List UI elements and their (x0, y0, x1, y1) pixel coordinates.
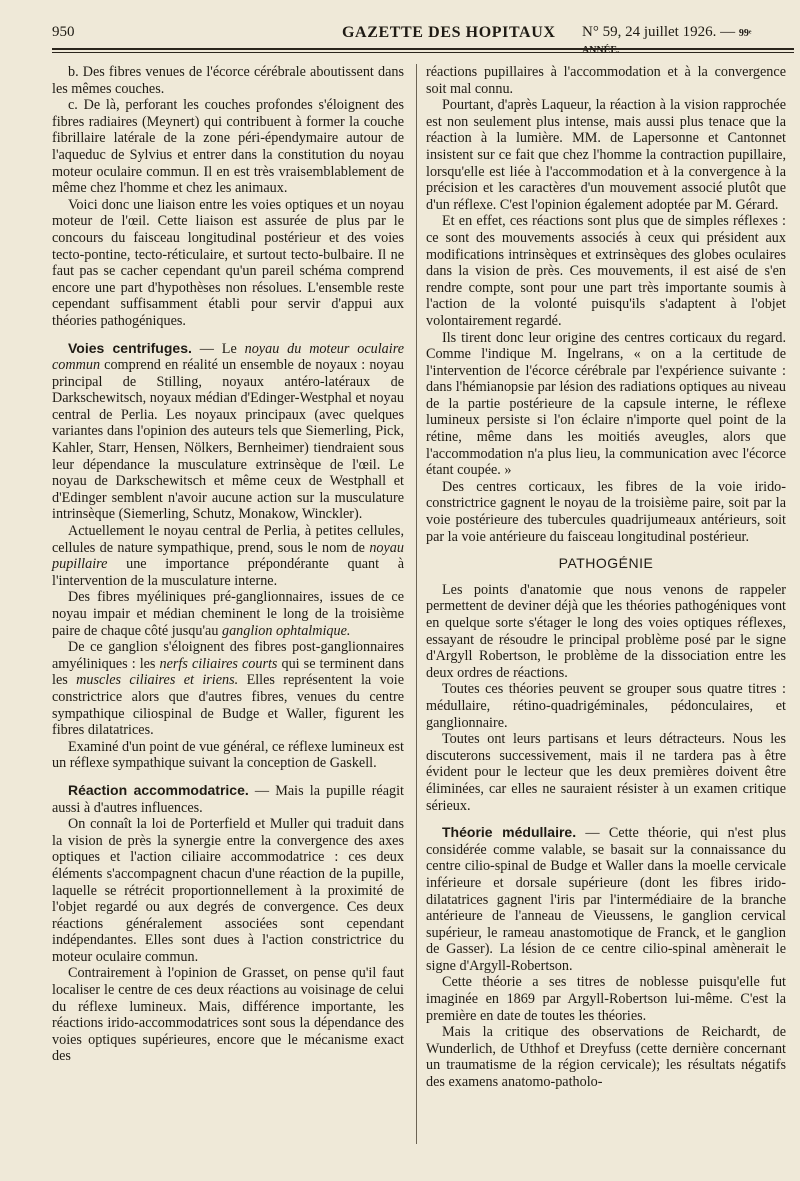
paragraph: Les points d'anatomie que nous venons de rappeler permettent de deviner déjà que les théories pathogéniques vont en quelque sorte s'étager le long des voies optiques réflexes, essayant de résoudre le principal problème posé par le signe d'Argyll Robertson, le problème de la dissociation entre les deux ordres de réactions. (426, 581, 786, 681)
right-column (426, 64, 786, 1091)
paragraph: Cette théorie a ses titres de noblesse puisqu'elle fut imaginée en 1869 par Argyll-Robertson lui-même. C'est la première en date de toutes les théories. (426, 974, 786, 1024)
paragraph: b. Des fibres venues de l'écorce cérébrale aboutissent dans les mêmes couches. (52, 64, 404, 97)
paragraph: Voici donc une liaison entre les voies optiques et un noyau moteur de l'œil. Cette liaison est assurée de plus par le concours du faisceau longitudinal postérieur et des voies tecto-pontine, tecto-réticulaire, et surtout tecto-bulbaire. Il ne faut pas se cacher cependant qu'un pareil schéma comprend encore une part d'hypothèses non résolues. L'ensemble reste cependant suffisamment établi pour servir d'appui aux théories pathogéniques. (52, 196, 404, 329)
column-divider (416, 64, 417, 1144)
page-number: 950 (52, 24, 75, 40)
issue-year: 99ᵉ ANNÉE. (582, 28, 752, 56)
header-rule (52, 48, 794, 50)
paragraph: Des centres corticaux, les fibres de la voie irido-constrictrice gagnent le noyau de la troisième paire, soit par la voie postérieure des tubercules quadrijumeaux antérieurs, soit par la voie antérieure du faisceau longitudinal postérieur. (426, 478, 786, 545)
left-column (52, 64, 404, 1065)
paragraph: Examiné d'un point de vue général, ce réflexe lumineux est un réflexe sympathique suivant la conception de Gaskell. (52, 738, 404, 772)
section-theorie-medullaire: Théorie médullaire. — Cette théorie, qui n'est plus considérée comme valable, se basait sur la connaissance du centre cilio-spinal de Budge et Waller dans la moelle cervicale inférieure et dorsale supérieure (dont les fibres irido-dilatatrices gagnent l'iris par l'intermédiaire de la branche antérieure de l'anneau de Vieussens, le ganglion cervical supérieur, le rameau anastomotique de Franck, et le ganglion de Gasser). La lésion de ce centre cilio-spinal amènerait le signe d'Argyll-Robertson. (426, 824, 786, 974)
paragraph: Et en effet, ces réactions sont plus que de simples réflexes : ce sont des mouvements associés à ceux qui président aux modifications intrinsèques et extrinsèques des globes oculaires dans la vision de près. Ces mouvements, il est aisé de s'en rendre compte, sont pour une part très importante soumis à l'action de la volonté puisqu'ils s'adaptent à l'objet volontairement regardé. (426, 213, 786, 329)
section-heading: Réaction accommodatrice. (68, 781, 249, 798)
paragraph: Toutes ces théories peuvent se grouper sous quatre titres : médullaire, rétino-quadrigéminales, pédonculaires, et ganglionnaire. (426, 681, 786, 731)
paragraph: De ce ganglion s'éloignent des fibres post-ganglionnaires amyéliniques : les nerfs ciliaires courts qui se terminent dans les muscles ciliaires et iriens. Elles représentent la voie constrictrice alors que d'autres fibres, venues du centre sympathique ciliospinal de Budge et Waller, figurent les fibres dilatatrices. (52, 639, 404, 739)
section-heading: Théorie médullaire. (442, 824, 577, 841)
paragraph: c. De là, perforant les couches profondes s'éloignent des fibres radiaires (Meynert) qui contribuent à former la couche fibrillaire latérale de la zone péri-épendymaire autour de l'aqueduc de Sylvius et entrer dans la constitution du noyau moteur oculaire commun. Il en est très vraisemblablement de même chez l'homme et chez les animaux. (52, 97, 404, 197)
section-voies-centrifuges: Voies centrifuges. — Le noyau du moteur oculaire commun comprend en réalité un ensemble de noyaux : noyau principal de Stilling, noyaux antéro-latéraux de Darkschewitsch, noyaux médian d'Edinger-Westphal et noyau central de Perlia. Les noyaux principaux (avec quelques variantes dans l'opinion des auteurs tels que Siemerling, Pick, Kahler, Starr, Hensen, Nölkers, Bernheimer) tiendraient sous leur dépendance la musculature extrinsèque de l'œil. Le noyau de Darkschewitsch et même ceux de Westphall et d'Edinger semblent n'avoir aucune action sur la musculature intrinsèque (Siemerling, Schutz, Monakow, Winckler). (52, 339, 404, 523)
section-title-pathogenie: PATHOGÉNIE (558, 555, 654, 572)
paragraph: Des fibres myéliniques pré-ganglionnaires, issues de ce noyau impair et médian cheminent le long de la troisième paire de chaque côté jusqu'au ganglion ophtalmique. (52, 589, 404, 639)
paragraph: On connaît la loi de Porterfield et Muller qui traduit dans la vision de près la synergie entre la convergence des axes optiques et l'action ciliaire accommodatrice : ces deux éléments s'accompagnent chacun d'une réaction de la pupille, laquelle se rétrécit proportionnellement à la proximité de l'objet regardé ou aux degrés de convergence. Ces deux réactions généralement associées sont cependant indépendantes. Elles sont dues à l'action constrictrice du moteur oculaire commun. (52, 816, 404, 965)
paragraph: Mais la critique des observations de Reichardt, de Wunderlich, de Uthhof et Dreyfuss (cette dernière concernant un traumatisme de la région cervicale); les résultats négatifs des examens anatomo-patholo- (426, 1024, 786, 1091)
journal-title: GAZETTE DES HOPITAUX (342, 24, 556, 41)
page-header (52, 22, 788, 56)
paragraph: Actuellement le noyau central de Perlia, à petites cellules, cellules de nature sympathique, prend, sous le nom de noyau pupillaire une importance prépondérante quant à l'intervention de la musculature interne. (52, 523, 404, 589)
section-heading: Voies centrifuges. (68, 339, 192, 356)
section-reaction-accommodatrice: Réaction accommodatrice. — Mais la pupille réagit aussi à d'autres influences. (52, 781, 404, 816)
paragraph: réactions pupillaires à l'accommodation et à la convergence soit mal connu. (426, 64, 786, 97)
header-rule-thin (52, 52, 794, 53)
paragraph: Toutes ont leurs partisans et leurs détracteurs. Nous les discuterons successivement, mais il ne tardera pas à être évident pour le lecteur que les deux premières doivent être éliminées, car elles ne sauraient résister à un examen critique sérieux. (426, 731, 786, 814)
paragraph: Ils tirent donc leur origine des centres corticaux du regard. Comme l'indique M. Ingelrans, « on a la certitude de l'intervention de l'écorce cérébrale par l'expérience suivante : dans l'hémianopsie par lésion des radiations optiques au niveau de la partie postérieure de la capsule interne, le réflexe lumineux persiste si l'on éclaire n'importe quel point de la rétine, même dans les moitiés aveugles, alors que l'accommodation n'a plus lieu, la communication avec l'écorce étant coupée. » (426, 329, 786, 479)
paragraph: Contrairement à l'opinion de Grasset, on pense qu'il faut localiser le centre de ces deux réactions au voisinage de celui du réflexe lumineux. Mais, différence importante, les réactions irido-accommodatrices sont sous la dépendance des voies optiques supérieures, encore que le mécanisme exact des (52, 965, 404, 1065)
issue-date: N° 59, 24 juillet 1926. — (582, 24, 736, 40)
paragraph: Pourtant, d'après Laqueur, la réaction à la vision rapprochée est non seulement plus intense, mais aussi plus tenace que la réaction à la lumière. MM. de Lapersonne et Cantonnet insistent sur ce fait que chez l'homme la contraction pupillaire, lorsqu'elle est liée à l'accommodation et à la convergence à la précision et les caractères d'un mouvement associé plutôt que d'un réflexe. C'est l'opinion également adoptée par M. Gérard. (426, 97, 786, 213)
